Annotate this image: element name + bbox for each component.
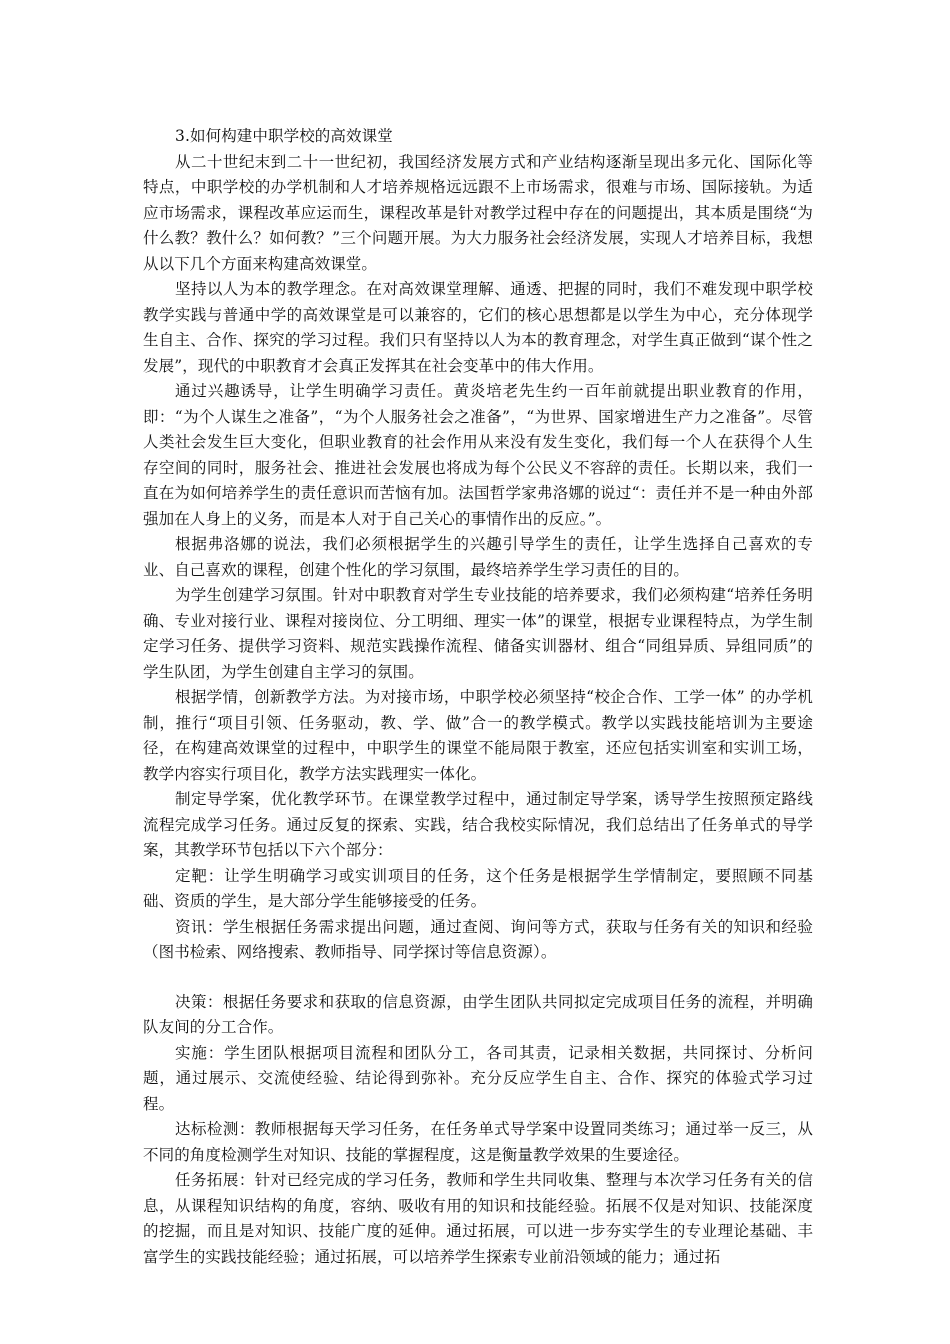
paragraph-interest-responsibility: 通过兴趣诱导，让学生明确学习责任。黄炎培老先生约一百年前就提出职业教育的作用，即：“为个人谋生之准备”，“为个人服务社会之准备”，“为世界、国家增进生产力之准备”。尽管人类社会发生巨大变化，但职业教育的社会作用从来没有发生变化，我们每一个人在获得个人生存空间的同时，服务社会、推进社会发展也将成为每个公民义不容辞的责任。长期以来，我们一直在为如何培养学生的责任意识而苦恼有加。法国哲学家弗洛娜的说过“：责任并不是一种由外部强加在人身上的义务，而是本人对于自己关心的事情作出的反应。”。 (143, 382, 813, 528)
section-heading: 3.如何构建中职学校的高效课堂 (175, 127, 393, 145)
paragraph-guided-plan: 制定导学案，优化教学环节。在课堂教学过程中，通过制定导学案，诱导学生按照预定路线流程完成学习任务。通过反复的探索、实践，结合我校实际情况，我们总结出了任务单式的导学案，其教学环节包括以下六个部分： (143, 790, 813, 859)
paragraph-information: 资讯：学生根据任务需求提出问题，通过查阅、询问等方式，获取与任务有关的知识和经验（图书检索、网络搜索、教师指导、同学探讨等信息资源）。 (143, 917, 813, 961)
paragraph-intro: 从二十世纪末到二十一世纪初，我国经济发展方式和产业结构逐渐呈现出多元化、国际化等特点，中职学校的办学机制和人才培养规格远远跟不上市场需求，很难与市场、国际接轨。为适应市场需求，课程改革应运而生，课程改革是针对教学过程中存在的问题提出，其本质是围绕“为什么教？教什么？如何教？”三个问题开展。为大力服务社会经济发展，实现人才培养目标，我想从以下几个方面来构建高效课堂。 (143, 152, 813, 273)
paragraph-fronarna-view: 根据弗洛娜的说法，我们必须根据学生的兴趣引导学生的责任，让学生选择自己喜欢的专业、自己喜欢的课程，创建个性化的学习氛围，最终培养学生学习责任的目的。 (143, 535, 813, 579)
paragraph-people-oriented: 坚持以人为本的教学理念。在对高效课堂理解、通透、把握的同时，我们不难发现中职学校教学实践与普通中学的高效课堂是可以兼容的，它们的核心思想都是以学生为中心，充分体现学生自主、合作、探究的学习过程。我们只有坚持以人为本的教育理念，对学生真正做到“谋个性之发展”，现代的中职教育才会真正发挥其在社会变革中的伟大作用。 (143, 280, 813, 375)
paragraph-teaching-method: 根据学情，创新教学方法。为对接市场，中职学校必须坚持“校企合作、工学一体” 的办学机制，推行“项目引领、任务驱动，教、学、做”合一的教学模式。教学以实践技能培训为主要途径，在构建高效课堂的过程中，中职学生的课堂不能局限于教室，还应包括实训室和实训工场，教学内容实行项目化，教学方法实践理实一体化。 (143, 688, 813, 783)
paragraph-learning-atmosphere: 为学生创建学习氛围。针对中职教育对学生专业技能的培养要求，我们必须构建“培养任务明确、专业对接行业、课程对接岗位、分工明细、理实一体”的课堂，根据专业课程特点，为学生制定学习任务、提供学习资料、规范实践操作流程、储备实训器材、组合“同组异质、异组同质”的学生队团，为学生创建自主学习的氛围。 (143, 586, 813, 681)
document-body (143, 124, 813, 1270)
paragraph-decision: 决策：根据任务要求和获取的信息资源，由学生团队共同拟定完成项目任务的流程，并明确队友间的分工合作。 (143, 992, 813, 1036)
paragraph-target-setting: 定靶：让学生明确学习或实训项目的任务，这个任务是根据学生学情制定，要照顾不同基础、资质的学生，是大部分学生能够接受的任务。 (143, 866, 813, 910)
paragraph-task-extension: 任务拓展：针对已经完成的学习任务，教师和学生共同收集、整理与本次学习任务有关的信息，从课程知识结构的角度，容纳、吸收有用的知识和技能经验。拓展不仅是对知识、技能深度的挖掘，而且是对知识、技能广度的延伸。通过拓展，可以进一步夯实学生的专业理论基础、丰富学生的实践技能经验；通过拓展，可以培养学生探索专业前沿领域的能力；通过拓 (143, 1171, 813, 1266)
paragraph-implementation: 实施：学生团队根据项目流程和团队分工，各司其责，记录相关数据，共同探讨、分析问题，通过展示、交流使经验、结论得到弥补。充分反应学生自主、合作、探究的体验式学习过程。 (143, 1043, 813, 1113)
paragraph-assessment: 达标检测：教师根据每天学习任务，在任务单式导学案中设置同类练习；通过举一反三，从不同的角度检测学生对知识、技能的掌握程度，这是衡量教学效果的生要途径。 (143, 1120, 813, 1164)
